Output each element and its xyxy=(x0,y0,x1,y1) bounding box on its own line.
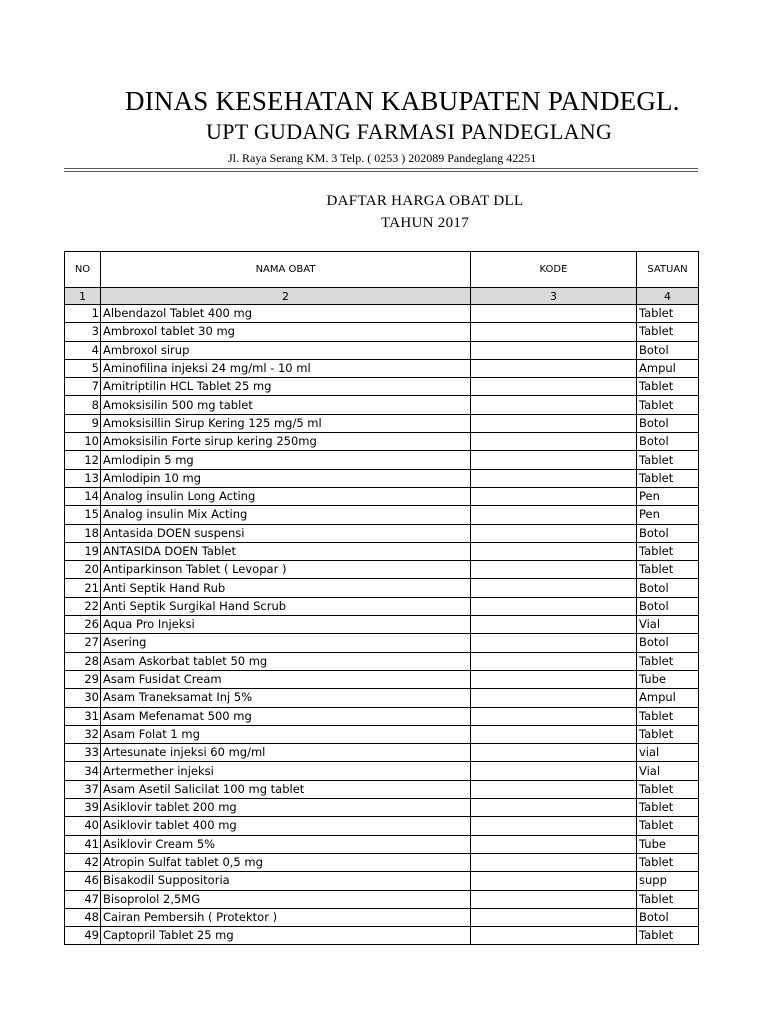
drug-name: Amoksisillin Sirup Kering 125 mg/5 ml xyxy=(101,414,471,432)
unit: Ampul xyxy=(637,689,699,707)
column-index-3: 3 xyxy=(471,288,637,305)
row-number: 29 xyxy=(65,670,101,688)
drug-name: Albendazol Tablet 400 mg xyxy=(101,305,471,323)
row-number: 33 xyxy=(65,744,101,762)
table-row xyxy=(65,524,699,542)
table-row xyxy=(65,725,699,743)
drug-name: Asering xyxy=(101,634,471,652)
table-header-row xyxy=(65,252,699,288)
unit: Ampul xyxy=(637,359,699,377)
row-number: 1 xyxy=(65,305,101,323)
drug-name: Asam Folat 1 mg xyxy=(101,725,471,743)
row-number: 20 xyxy=(65,561,101,579)
table-row xyxy=(65,835,699,853)
row-number: 21 xyxy=(65,579,101,597)
drug-name: Amlodipin 10 mg xyxy=(101,469,471,487)
table-row xyxy=(65,890,699,908)
drug-name: Asiklovir Cream 5% xyxy=(101,835,471,853)
drug-name: Amitriptilin HCL Tablet 25 mg xyxy=(101,378,471,396)
table-row xyxy=(65,780,699,798)
unit: Tablet xyxy=(637,853,699,871)
drug-name: Asam Traneksamat Inj 5% xyxy=(101,689,471,707)
drug-code xyxy=(471,414,637,432)
unit: Tablet xyxy=(637,378,699,396)
drug-name: ANTASIDA DOEN Tablet xyxy=(101,542,471,560)
table-row xyxy=(65,908,699,926)
unit: Tablet xyxy=(637,542,699,560)
drug-code xyxy=(471,579,637,597)
row-number: 37 xyxy=(65,780,101,798)
drug-name: Asam Fusidat Cream xyxy=(101,670,471,688)
unit: Tablet xyxy=(637,323,699,341)
drug-code xyxy=(471,341,637,359)
drug-code xyxy=(471,396,637,414)
row-number: 42 xyxy=(65,853,101,871)
row-number: 22 xyxy=(65,597,101,615)
table-row xyxy=(65,378,699,396)
unit: Tablet xyxy=(637,927,699,945)
drug-code xyxy=(471,707,637,725)
row-number: 18 xyxy=(65,524,101,542)
table-row xyxy=(65,927,699,945)
unit: vial xyxy=(637,744,699,762)
document-title: DAFTAR HARGA OBAT DLL xyxy=(326,193,524,209)
drug-name: Antasida DOEN suspensi xyxy=(101,524,471,542)
table-row xyxy=(65,762,699,780)
unit: Tablet xyxy=(637,396,699,414)
table-row xyxy=(65,396,699,414)
drug-code xyxy=(471,451,637,469)
header-divider-bottom xyxy=(64,171,698,172)
column-header-no: NO xyxy=(65,252,101,288)
unit: Tablet xyxy=(637,305,699,323)
drug-name: Aminofilina injeksi 24 mg/ml - 10 ml xyxy=(101,359,471,377)
unit: Tablet xyxy=(637,707,699,725)
table-row xyxy=(65,853,699,871)
row-number: 13 xyxy=(65,469,101,487)
table-row xyxy=(65,597,699,615)
row-number: 32 xyxy=(65,725,101,743)
drug-code xyxy=(471,305,637,323)
row-number: 27 xyxy=(65,634,101,652)
unit: Tablet xyxy=(637,725,699,743)
table-row xyxy=(65,359,699,377)
unit: Tablet xyxy=(637,652,699,670)
table-row xyxy=(65,506,699,524)
drug-code xyxy=(471,689,637,707)
drug-name: Artesunate injeksi 60 mg/ml xyxy=(101,744,471,762)
unit: Tablet xyxy=(637,890,699,908)
table-row xyxy=(65,469,699,487)
table-row xyxy=(65,670,699,688)
drug-name: Atropin Sulfat tablet 0,5 mg xyxy=(101,853,471,871)
unit: Pen xyxy=(637,506,699,524)
row-number: 26 xyxy=(65,616,101,634)
drug-code xyxy=(471,890,637,908)
drug-name: Asam Asetil Salicilat 100 mg tablet xyxy=(101,780,471,798)
drug-code xyxy=(471,487,637,505)
document-subtitle: TAHUN 2017 xyxy=(380,215,470,231)
column-index-1: 1 xyxy=(65,288,101,305)
agency-name: DINAS KESEHATAN KABUPATEN PANDEGL. xyxy=(125,86,680,116)
drug-name: Antiparkinson Tablet ( Levopar ) xyxy=(101,561,471,579)
row-number: 48 xyxy=(65,908,101,926)
drug-name: Analog insulin Mix Acting xyxy=(101,506,471,524)
row-number: 3 xyxy=(65,323,101,341)
row-number: 12 xyxy=(65,451,101,469)
unit: Botol xyxy=(637,433,699,451)
address-line: Jl. Raya Serang KM. 3 Telp. ( 0253 ) 202089 Pandeglang 42251 xyxy=(228,151,537,165)
drug-name: Asiklovir tablet 200 mg xyxy=(101,799,471,817)
table-row xyxy=(65,323,699,341)
unit: Pen xyxy=(637,487,699,505)
drug-code xyxy=(471,378,637,396)
drug-name: Bisoprolol 2,5MG xyxy=(101,890,471,908)
row-number: 8 xyxy=(65,396,101,414)
drug-code xyxy=(471,634,637,652)
column-index-row xyxy=(65,288,699,305)
unit: Vial xyxy=(637,762,699,780)
drug-name: Analog insulin Long Acting xyxy=(101,487,471,505)
drug-name: Artermether injeksi xyxy=(101,762,471,780)
row-number: 4 xyxy=(65,341,101,359)
unit: Tablet xyxy=(637,469,699,487)
row-number: 39 xyxy=(65,799,101,817)
unit: Tablet xyxy=(637,451,699,469)
drug-code xyxy=(471,908,637,926)
unit: Tube xyxy=(637,670,699,688)
table-row xyxy=(65,561,699,579)
table-row xyxy=(65,799,699,817)
drug-price-table xyxy=(64,251,699,945)
drug-name: Ambroxol tablet 30 mg xyxy=(101,323,471,341)
drug-name: Anti Septik Surgikal Hand Scrub xyxy=(101,597,471,615)
row-number: 10 xyxy=(65,433,101,451)
unit: Botol xyxy=(637,908,699,926)
table-row xyxy=(65,707,699,725)
unit: Botol xyxy=(637,524,699,542)
table-row xyxy=(65,652,699,670)
table-row xyxy=(65,872,699,890)
row-number: 30 xyxy=(65,689,101,707)
header-divider-top xyxy=(64,168,698,169)
unit: Tablet xyxy=(637,780,699,798)
drug-name: Anti Septik Hand Rub xyxy=(101,579,471,597)
row-number: 34 xyxy=(65,762,101,780)
drug-code xyxy=(471,670,637,688)
unit: Tube xyxy=(637,835,699,853)
drug-code xyxy=(471,597,637,615)
table-row xyxy=(65,487,699,505)
table-row xyxy=(65,744,699,762)
table-row xyxy=(65,634,699,652)
column-header-satuan: SATUAN xyxy=(637,252,699,288)
unit: Botol xyxy=(637,634,699,652)
drug-code xyxy=(471,616,637,634)
unit: Tablet xyxy=(637,561,699,579)
drug-code xyxy=(471,762,637,780)
row-number: 31 xyxy=(65,707,101,725)
drug-name: Amlodipin 5 mg xyxy=(101,451,471,469)
table-row xyxy=(65,305,699,323)
column-index-2: 2 xyxy=(101,288,471,305)
drug-name: Asam Mefenamat 500 mg xyxy=(101,707,471,725)
drug-code xyxy=(471,542,637,560)
drug-code xyxy=(471,817,637,835)
column-index-4: 4 xyxy=(637,288,699,305)
drug-name: Ambroxol sirup xyxy=(101,341,471,359)
drug-code xyxy=(471,835,637,853)
drug-name: Aqua Pro Injeksi xyxy=(101,616,471,634)
drug-code xyxy=(471,927,637,945)
row-number: 7 xyxy=(65,378,101,396)
drug-code xyxy=(471,469,637,487)
row-number: 47 xyxy=(65,890,101,908)
unit: Botol xyxy=(637,414,699,432)
unit: Botol xyxy=(637,579,699,597)
drug-name: Cairan Pembersih ( Protektor ) xyxy=(101,908,471,926)
unit: Tablet xyxy=(637,817,699,835)
row-number: 49 xyxy=(65,927,101,945)
unit: Botol xyxy=(637,597,699,615)
drug-code xyxy=(471,652,637,670)
drug-name: Asam Askorbat tablet 50 mg xyxy=(101,652,471,670)
drug-code xyxy=(471,744,637,762)
drug-name: Asiklovir tablet 400 mg xyxy=(101,817,471,835)
drug-code xyxy=(471,506,637,524)
unit: Vial xyxy=(637,616,699,634)
drug-code xyxy=(471,524,637,542)
table-row xyxy=(65,542,699,560)
table-row xyxy=(65,341,699,359)
table-row xyxy=(65,414,699,432)
table-row xyxy=(65,616,699,634)
drug-name: Bisakodil Suppositoria xyxy=(101,872,471,890)
drug-name: Amoksisilin Forte sirup kering 250mg xyxy=(101,433,471,451)
drug-code xyxy=(471,725,637,743)
table-row xyxy=(65,817,699,835)
drug-code xyxy=(471,853,637,871)
drug-code xyxy=(471,780,637,798)
row-number: 9 xyxy=(65,414,101,432)
row-number: 14 xyxy=(65,487,101,505)
row-number: 15 xyxy=(65,506,101,524)
row-number: 19 xyxy=(65,542,101,560)
drug-code xyxy=(471,561,637,579)
row-number: 28 xyxy=(65,652,101,670)
drug-name: Amoksisilin 500 mg tablet xyxy=(101,396,471,414)
table-row xyxy=(65,579,699,597)
unit: supp xyxy=(637,872,699,890)
row-number: 46 xyxy=(65,872,101,890)
unit: Tablet xyxy=(637,799,699,817)
table-row xyxy=(65,433,699,451)
drug-code xyxy=(471,359,637,377)
column-header-kode: KODE xyxy=(471,252,637,288)
drug-code xyxy=(471,433,637,451)
drug-name: Captopril Tablet 25 mg xyxy=(101,927,471,945)
table-row xyxy=(65,451,699,469)
drug-code xyxy=(471,872,637,890)
row-number: 41 xyxy=(65,835,101,853)
unit: Botol xyxy=(637,341,699,359)
drug-code xyxy=(471,799,637,817)
unit-name: UPT GUDANG FARMASI PANDEGLANG xyxy=(206,119,613,144)
row-number: 5 xyxy=(65,359,101,377)
column-header-nama-obat: NAMA OBAT xyxy=(101,252,471,288)
table-row xyxy=(65,689,699,707)
row-number: 40 xyxy=(65,817,101,835)
drug-code xyxy=(471,323,637,341)
